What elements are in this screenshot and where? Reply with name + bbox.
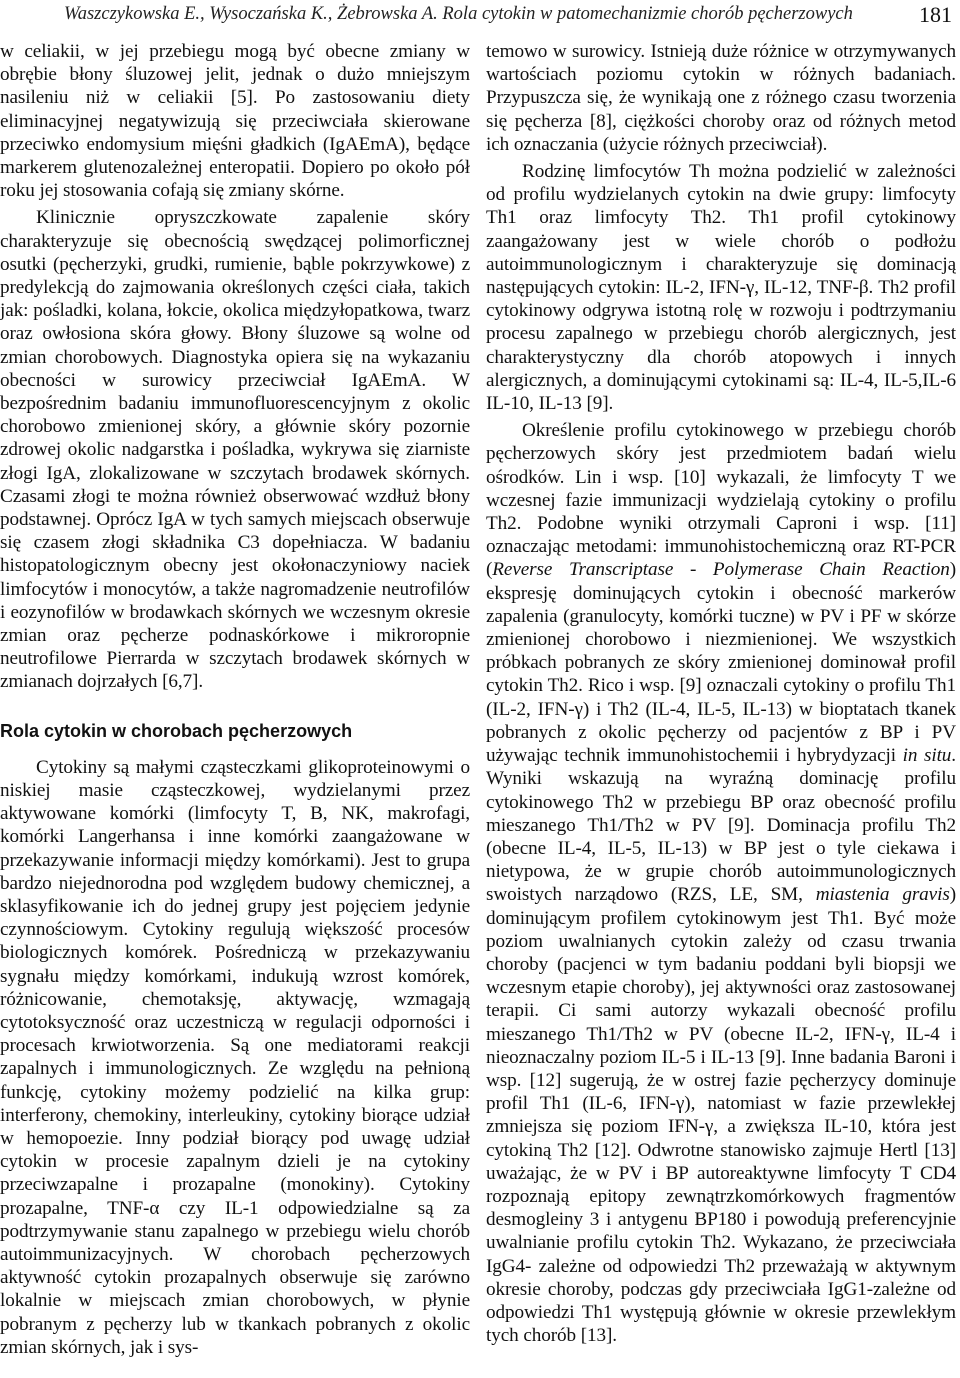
- paragraph-serum-levels: temowo w surowicy. Istnieją duże różnice w otrzymywanych wartościach poziomu cytokin w różnych badaniach. Przypuszcza się, że wynikają one z różnego czasu tworzenia się pęcherza [8], ciężkości choroby oraz od różnych metod ich oznaczania (użycie różnych przeciwciał).: [486, 41, 956, 155]
- paragraph-cytokines-intro: Cytokiny są małymi cząsteczkami glikoproteinowymi o niskiej masie cząsteczkowej, wydzielanymi przez aktywowane komórki (limfocyty T, B, NK, makrofagi, komórki Langerhansa i inne komórki zaangażowane w przekazywanie informacji między komórkami). Jest to grupa bardzo niejednorodna pod względem budowy chemicznej, a sklasyfikowanie ich do jednej grupy jest pojęciem jedynie czynnościowym. Cytokiny regulują większość procesów biologicznych komórek. Pośredniczą w przekazywaniu sygnału między komórkami, indukują wzrost komórek, różnicowanie, chemotaksję, aktywację, wzmagają cytotoksyczność oraz uczestniczą w regulacji odporności i procesach krwiotworzenia. Są one mediatorami reakcji zapalnych i immunologicznych. Ze względu na pełnioną funkcję, cytokiny możemy podzielić na kilka grup: interferony, chemokiny, interleukiny, cytokiny biorące udział w hemopoezie. Inny podział biorący pod uwagę udział cytokin w procesie zapalnym dzieli je na cytokiny przeciwzapalne i prozapalne (monokiny). Cytokiny prozapalne, TNF-α czy IL-1 odpowiedzialne są za podtrzymywanie stanu zapalnego w przebiegu wielu chorób autoimmunizacyjnych. W chorobach pęcherzowych aktywność cytokin prozapalnych obserwuje się zarówno lokalnie w miejscach zmian chorobowych, w płynie pobranym z pęcherzy lub w tkankach pobranych z okolic zmian skórnych, jak i sys-: [0, 756, 470, 1358]
- text-segment: ) ekspresję dominujących cytokin i obecność markerów zapalenia (granulocyty, komórki tuczne) w PV i PF w skórze zmienionej chorobowo i niezmienionej. We wszystkich próbkach pobranych ze skóry zmienionej dominował profil cytokin Th2. Rico i wsp. [9] oznaczali cytokiny o profilu Th1 (IL-2, IFN-γ) i Th2 (IL-4, IL-5, IL-13) w bioptatach tkanek pobranych z okolic pęcherzy od pacjentów z BP i PV używając technik immunohistochemii i hybrydyzacji: [486, 559, 956, 767]
- paragraph-celiac: w celiakii, w jej przebiegu mogą być obecne zmiany w obrębie błony śluzowej jelit, jednak o dużo mniejszym nasileniu niż w celiakii [5]. Po zastosowaniu diety eliminacyjnej negatywizują się przeciwciała skierowane przeciwko endomysium mięśni gładkich (IgAEmA), będące markerem glutenozależnej enteropatii. Dopiero po około pół roku jej stosowania cofają się zmiany skórne.: [0, 41, 470, 202]
- paragraph-th-lymphocytes: Rodzinę limfocytów Th można podzielić w zależności od profilu wydzielanych cytokin na dwie grupy: limfocyty Th1 oraz limfocyty Th2. Th1 profil cytokinowy zaangażowany jest w wiele chorób o podłożu autoimmunologicznym i charakteryzuje się dominacją następujących cytokin: IL-2, IFN-γ, IL-12, TNF-β. Th2 profil cytokinowy odgrywa istotną rolę w rozwoju i podtrzymaniu procesu zapalnego w przebiegu chorób alergicznych, jest charakterystyczny dla chorób atopowych i innych alergicznych, a dominującymi cytokinami są: IL-4, IL-5,IL-6 IL-10, IL-13 [9].: [486, 161, 956, 415]
- text-segment: Określenie profilu cytokinowego w przebiegu chorób pęcherzowych skóry jest przedmiotem badań wielu ośrodków. Lin i wsp. [10] wykazali, że limfocyty T we wczesnej fazie immunizacji wydzielają cytokiny o profilu Th2. Podobne wyniki otrzymali Caproni i wsp. [11] oznaczając metodami: immunohistochemiczną oraz RT-PCR (: [486, 420, 956, 581]
- italic-term-rt-pcr: Reverse Transcriptase - Polymerase Chain Reaction: [492, 559, 950, 581]
- italic-term-in-situ: in situ: [902, 745, 952, 767]
- section-heading: Rola cytokin w chorobach pęcherzowych: [0, 720, 353, 741]
- italic-term-myasthenia: miastenia gravis: [815, 884, 950, 906]
- paragraph-dermatitis-herpetiformis: Klinicznie opryszczkowate zapalenie skóry charakteryzuje się obecnością swędzącej polimorficznej osutki (pęcherzyki, grudki, rumienie, bąble pokrzywkowe) z predylekcją do zajmowania określonych części ciała, takich jak: pośladki, kolana, łokcie, okolica międzyłopatkowa, twarz oraz owłosiona skóra głowy. Błony śluzowe są wolne od zmian chorobowych. Diagnostyka opiera się na wykazaniu obecności w surowicy przeciwciał IgAEmA. W bezpośrednim badaniu immunofluorescencyjnym z okolic chorobowo zmienionej skóry, a głównie skóry pozornie zdrowej okolic nadgarstka i pośladka, wykrywa się ziarniste złogi IgA, zlokalizowane w szczytach brodawek skórnych. Czasami złogi te można również obserwować wzdłuż błony podstawnej. Oprócz IgA w tych samych miejscach obserwuje się czasem złogi składnika C3 dopełniacza. W badaniu histopatologicznym obecny jest okołonaczyniowy naciek limfocytów i monocytów, a także nagromadzenie neutrofilów i eozynofilów w brodawkach skórnych we wczesnym okresie zmian oraz pęcherze podnaskórkowe i mikroropnie neutrofilowe Pierrarda w szczytach brodawek skórnych w zmianach dojrzałych [6,7].: [0, 207, 470, 693]
- text-segment: ) dominującym profilem cytokinowym jest Th1. Być może poziom uwalnianych cytokin zależy od czasu trwania choroby (pacjenci w tym badaniu poddani byli biopsji we wczesnym etapie choroby), jej aktywności oraz zastosowanej terapii. Ci sami autorzy wykazali obecność profilu mieszanego Th1/Th2 w PV (obecne IL-2, IFN-γ, IL-4 i nieoznaczalny poziom IL-5 i IL-13 [9]. Inne badania Baroni i wsp. [12] sugerują, że w ostrej fazie pęcherzycy dominuje profil Th1 (IL-6, IFN-γ), natomiast w fazie przewlekłej zmniejsza się poziom IFN-γ, a zwiększa IL-10, która jest cytokiną Th2 [12]. Odwrotne stanowisko zajmuje Hertl [13] uważając, że w PV i BP autoreaktywne limfocyty T CD4 rozpoznają epitopy zewnątrzkomórkowych fragmentów desmogleiny 3 i antygenu BP180 i powodują preferencyjnie uwalnianie profilu cytokin Th2. Wykazano, że przeciwciała IgG4- zależne od odpowiedzi Th2 przeważają w aktywnym okresie choroby, podczas gdy przeciwciała IgG1-zależne od odpowiedzi Th1 występują głównie w okresie przewlekłym tych chorób [13].: [486, 884, 956, 1347]
- text-segment: . Wyniki wskazują na wyraźną dominację profilu cytokinowego Th2 w przebiegu BP oraz obecność profilu mieszanego Th1/Th2 w PV [9]. Dominacja profilu Th2 (obecne IL-4, IL-5, IL-13) w BP jest o tyle ciekawa i nietypowa, że w grupie chorób autoimmunologicznych swoistych narządowo (RZS, LE, SM,: [486, 745, 956, 906]
- page-header: [0, 0, 960, 40]
- running-title: Waszczykowska E., Wysoczańska K., Żebrowska A. Rola cytokin w patomechanizmie chorób pęcherzowych: [64, 4, 853, 24]
- right-column: [486, 40, 956, 1376]
- left-column: [0, 40, 470, 1376]
- paragraph-cytokine-profile: [486, 419, 956, 1347]
- page-number: 181: [919, 2, 952, 27]
